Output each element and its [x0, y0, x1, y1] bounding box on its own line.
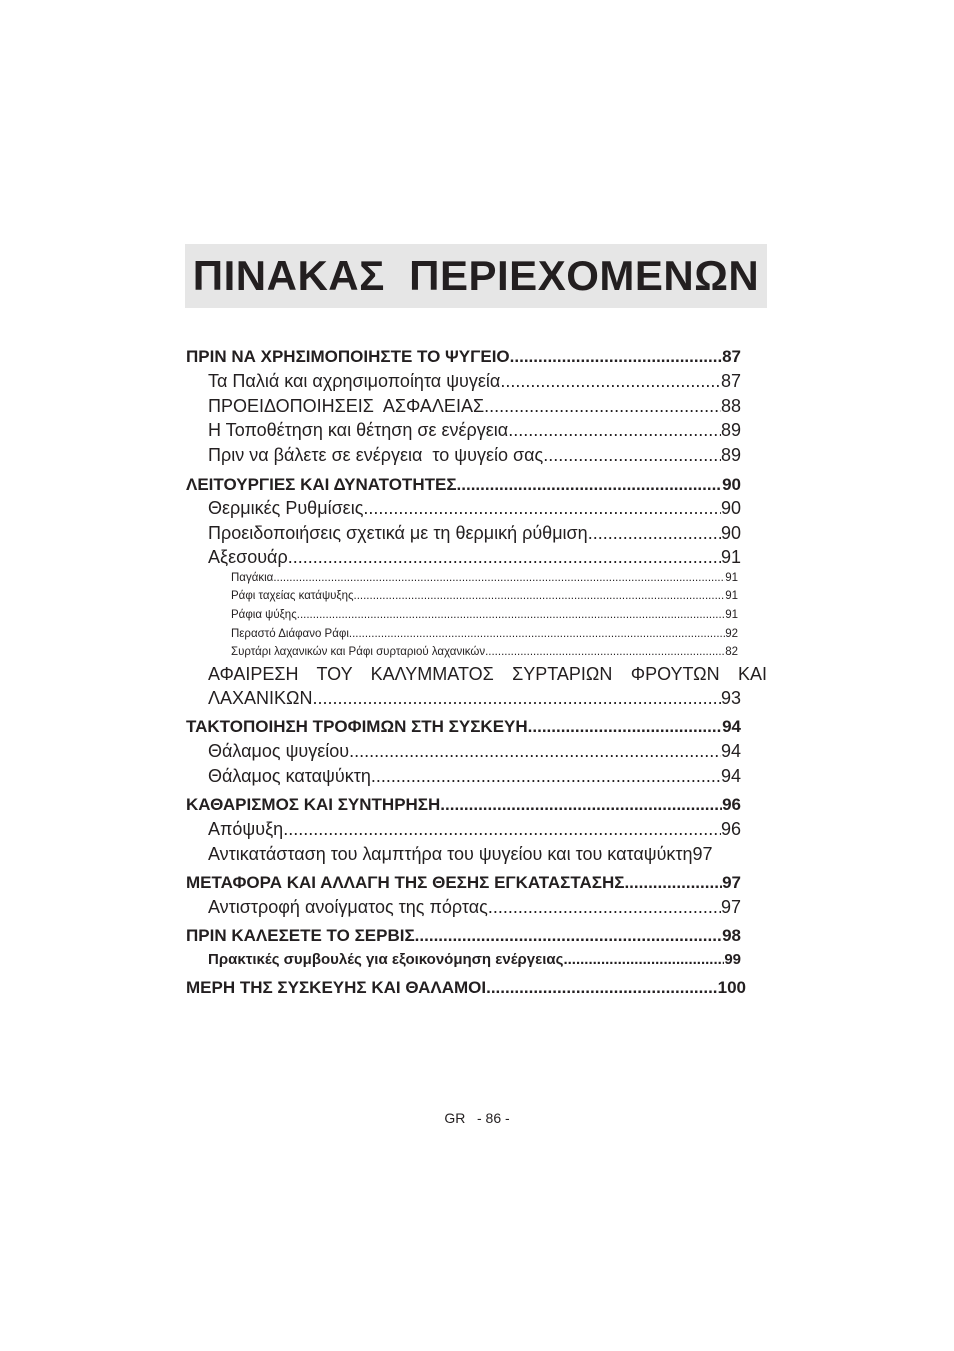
toc-leader-dots: [288, 546, 721, 568]
toc-leader-dots: [457, 475, 723, 495]
toc-entry-section[interactable]: [186, 978, 746, 998]
toc-entry-title: ΠΡΙΝ ΝΑ ΧΡΗΣΙΜΟΠΟΙΗΣΤΕ ΤΟ ΨΥΓΕΙΟ: [186, 347, 510, 366]
toc-leader-dots: [510, 347, 722, 367]
toc-entry-section[interactable]: [186, 873, 741, 893]
toc-leader-dots: [349, 627, 725, 641]
toc-entry[interactable]: [208, 818, 741, 840]
toc-entry-page: 87: [722, 347, 741, 366]
toc-entry[interactable]: [208, 522, 741, 544]
toc-entry-title: Αξεσουάρ: [208, 547, 288, 567]
toc-entry-title: Θερμικές Ρυθμίσεις: [208, 498, 364, 518]
toc-entry-title: Αντιστροφή ανοίγματος της πόρτας: [208, 897, 488, 917]
toc-entry-page: 87: [720, 371, 741, 391]
toc-entry-page: 91: [725, 590, 738, 602]
toc-leader-dots: [563, 951, 724, 969]
toc-entry-title: Τα Παλιά και αχρησιμοποίητα ψυγεία: [208, 371, 501, 391]
toc-leader-dots: [297, 608, 725, 622]
toc-entry-title: Περαστό Διάφανο Ράφι: [231, 628, 349, 640]
toc-entry-page: 94: [720, 766, 741, 786]
toc-leader-dots: [415, 926, 722, 946]
toc-entry-wrapped-line2[interactable]: [208, 687, 741, 709]
toc-entry-title: ΛΕΙΤΟΥΡΓΙΕΣ ΚΑΙ ΔΥΝΑΤΟΤΗΤΕΣ: [186, 475, 457, 494]
toc-entry-page: 99: [724, 951, 741, 968]
toc-leader-dots: [371, 765, 721, 787]
toc-entry-section[interactable]: [186, 926, 741, 946]
toc-entry-page: 89: [720, 420, 741, 440]
toc-entry-title: ΜΕΤΑΦΟΡΑ ΚΑΙ ΑΛΛΑΓΗ ΤΗΣ ΘΕΣΗΣ ΕΓΚΑΤΑΣΤΑΣΗΣ: [186, 873, 625, 892]
toc-entry-title: Η Τοποθέτηση και θέτηση σε ενέργεια: [208, 420, 509, 440]
toc-leader-dots: [363, 497, 721, 519]
toc-leader-dots: [283, 818, 721, 840]
toc-entry[interactable]: [208, 497, 741, 519]
toc-entry[interactable]: [208, 444, 741, 466]
toc-entry-title: Πριν να βάλετε σε ενέργεια το ψυγείο σας: [208, 445, 544, 465]
toc-subentry[interactable]: [231, 645, 738, 659]
toc-entry-page: 97: [722, 873, 741, 892]
toc-leader-dots: [313, 687, 721, 709]
toc-entry-title: ΠΡΟΕΙΔΟΠΟΙΗΣΕΙΣ ΑΣΦΑΛΕΙΑΣ: [208, 396, 485, 416]
toc-leader-dots: [486, 978, 718, 998]
toc-entry-title: ΜΕΡΗ ΤΗΣ ΣΥΣΚΕΥΗΣ ΚΑΙ ΘΑΛΑΜΟΙ: [186, 978, 487, 997]
toc-entry[interactable]: [208, 395, 741, 417]
toc-entry-wrapped-line1[interactable]: ΑΦΑΙΡΕΣΗ ΤΟΥ ΚΑΛΥΜΜΑΤΟΣ ΣΥΡΤΑΡΙΩΝ ΦΡΟΥΤΩΝ ΚΑΙ: [208, 664, 767, 684]
toc-leader-dots: [508, 419, 721, 441]
toc-entry-page: 90: [722, 475, 741, 494]
page-title: ΠΙΝΑΚΑΣ ΠΕΡΙΕΧΟΜΕΝΩΝ: [192, 252, 760, 299]
toc-entry[interactable]: [208, 765, 741, 787]
toc-leader-dots: [488, 896, 721, 918]
toc-entry-page: 100: [717, 978, 746, 997]
toc-entry-section[interactable]: [186, 795, 741, 815]
toc-leader-dots: [354, 589, 726, 603]
toc-entry-page: 91: [720, 547, 741, 567]
toc-leader-dots: [500, 370, 721, 392]
toc-entry-title: Ράφι ταχείας κατάψυξης: [231, 590, 354, 602]
toc-entry-section[interactable]: [186, 717, 741, 737]
toc-entry[interactable]: [208, 419, 741, 441]
toc-subentry[interactable]: [231, 627, 738, 641]
toc-entry[interactable]: [208, 951, 741, 969]
toc-entry-page: 91: [725, 609, 738, 621]
toc-leader-dots: [624, 873, 722, 893]
toc-entry[interactable]: [208, 370, 741, 392]
toc-entry-page: 98: [722, 926, 741, 945]
toc-entry-page: 94: [722, 717, 741, 736]
toc-leader-dots: [484, 395, 721, 417]
toc-entry-page: 90: [720, 523, 741, 543]
toc-entry[interactable]: [208, 740, 741, 762]
toc-entry-page: 93: [720, 688, 741, 708]
toc-entry-page: 96: [720, 819, 741, 839]
toc-entry-page: 90: [720, 498, 741, 518]
toc-entry-title: Πρακτικές συμβουλές για εξοικονόμηση ενέργειας: [208, 951, 564, 968]
toc-leader-dots: [528, 717, 722, 737]
toc-leader-dots: [588, 522, 721, 544]
toc-entry-section[interactable]: [186, 475, 741, 495]
toc-entry-page: 89: [720, 445, 741, 465]
toc-subentry[interactable]: [231, 589, 738, 603]
toc-entry-title: Θάλαμος καταψύκτη: [208, 766, 371, 786]
toc-entry-page: 92: [725, 628, 738, 640]
toc-entry-section[interactable]: [186, 347, 741, 367]
toc-entry-title: Συρτάρι λαχανικών και Ράφι συρταριού λαχανικών: [231, 646, 486, 658]
toc-entry-title: Απόψυξη: [208, 819, 284, 839]
toc-entry[interactable]: Αντικατάσταση του λαμπτήρα του ψυγείου και του καταψύκτη97: [208, 844, 713, 864]
page-footer: GR - 86 -: [444, 1110, 510, 1126]
toc-entry-page: 88: [720, 396, 741, 416]
toc-entry-page: 94: [720, 741, 741, 761]
toc-entry-title: ΚΑΘΑΡΙΣΜΟΣ ΚΑΙ ΣΥΝΤΗΡΗΣΗ: [186, 795, 441, 814]
toc-entry-title: Θάλαμος ψυγείου: [208, 741, 350, 761]
toc-entry-page: 82: [725, 646, 738, 658]
toc-entry[interactable]: [208, 546, 741, 568]
toc-leader-dots: [349, 740, 721, 762]
toc-entry-page: 97: [720, 897, 741, 917]
toc-entry-page: 96: [722, 795, 741, 814]
toc-subentry[interactable]: [231, 608, 738, 622]
toc-leader-dots: [543, 444, 721, 466]
toc-leader-dots: [273, 571, 725, 585]
toc-leader-dots: [440, 795, 722, 815]
title-banner: [185, 244, 767, 308]
toc-entry-title: ΠΡΙΝ ΚΑΛΕΣΕΤΕ ΤΟ ΣΕΡΒΙΣ: [186, 926, 415, 945]
toc-entry-title: ΛΑΧΑΝΙΚΩΝ: [208, 688, 313, 708]
toc-entry-page: 91: [725, 572, 738, 584]
toc-entry-title: Προειδοποιήσεις σχετικά με τη θερμική ρύθμιση: [208, 523, 588, 543]
toc-subentry[interactable]: [231, 571, 738, 585]
toc-entry-title: Ράφια ψύξης: [231, 609, 297, 621]
toc-entry[interactable]: [208, 896, 741, 918]
toc-entry-title: ΤΑΚΤΟΠΟΙΗΣΗ ΤΡΟΦΙΜΩΝ ΣΤΗ ΣΥΣΚΕΥΗ: [186, 717, 528, 736]
toc-leader-dots: [485, 645, 725, 659]
toc-entry-title: Παγάκια: [231, 572, 274, 584]
